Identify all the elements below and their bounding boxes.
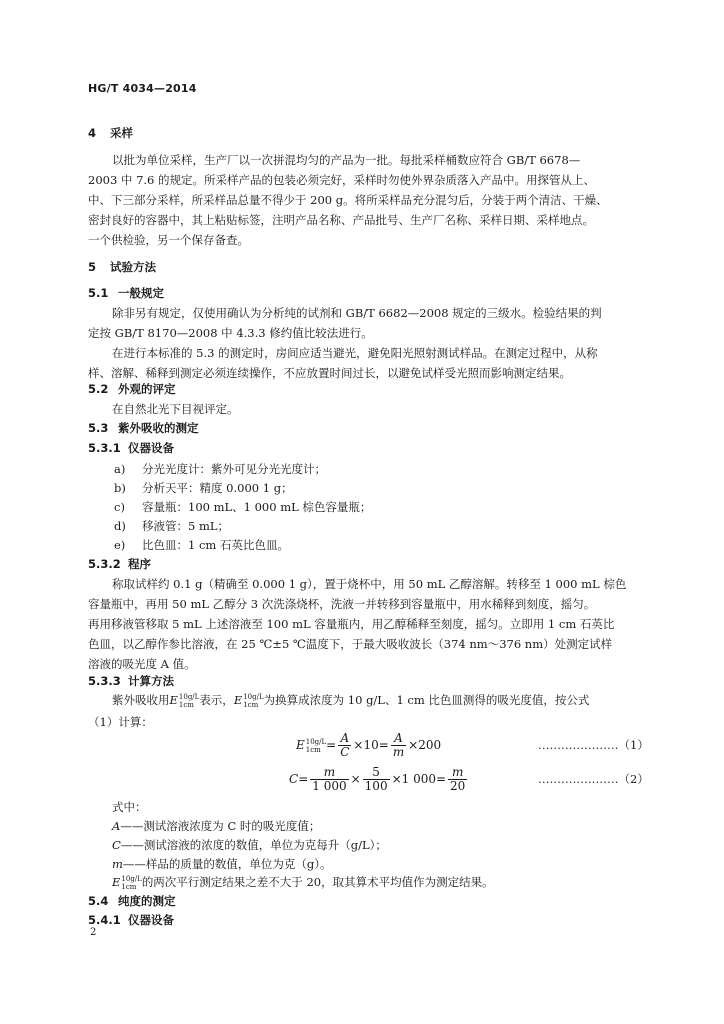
section-title: 仪器设备 <box>128 441 174 455</box>
denominator: 100 <box>364 779 388 793</box>
s532-line: 容量瓶中，再用 50 mL 乙醇分 3 次洗涤烧杯，洗液一并转移到容量瓶中，用水稀释到刻度，摇匀。 <box>88 597 596 611</box>
section-5-1-heading <box>88 285 164 301</box>
list-text: 移液管：5 mL； <box>142 519 230 533</box>
section-5-4-heading <box>88 893 176 909</box>
section-title: 纯度的测定 <box>118 894 176 908</box>
numerator: 5 <box>363 766 390 780</box>
list-label: d) <box>114 519 126 533</box>
where-label: 式中： <box>112 800 147 814</box>
section-number: 5.4 <box>88 894 109 908</box>
s4-line: 一个供检验，另一个保存备查。 <box>88 233 249 247</box>
denominator: m <box>392 745 405 759</box>
section-title: 计算方法 <box>128 674 174 688</box>
section-title: 紫外吸收的测定 <box>118 421 199 435</box>
numerator: m <box>310 766 348 780</box>
E-superscript: 10g/L <box>243 693 264 701</box>
denominator: 1 000 <box>312 779 347 793</box>
E-superscript: 10g/L <box>178 693 200 701</box>
definition-row <box>112 835 387 855</box>
section-number: 5.1 <box>88 286 109 300</box>
E-scripts <box>306 738 326 754</box>
s532-line: 再用移液管移取 5 mL 上述溶液至 100 mL 容量瓶内，用乙醇稀释至刻度，摇匀。立即用 1 cm 石英比 <box>88 617 615 631</box>
s4-line: 2003 中 7.6 的规定。所采样产品的包装必须完好，采样时勿使外界杂质落入产品中。用探管从上、 <box>88 173 596 187</box>
E-superscript: 10g/L <box>305 737 327 746</box>
symbol-E: E <box>169 693 178 707</box>
section-5-4-1-heading <box>88 912 174 928</box>
list-text: 容量瓶：100 mL、1 000 mL 棕色容量瓶； <box>142 500 372 514</box>
s532-line: 称取试样约 0.1 g（精确至 0.000 1 g），置于烧杯中，用 50 mL 乙醇溶解。转移至 1 000 mL 棕色 <box>112 577 627 591</box>
intro-text: 紫外吸收用 <box>112 693 170 707</box>
s51-p1-line: 除非另有规定，仅使用确认为分析纯的试剂和 GB/T 6682—2008 规定的三级水。检验结果的判 <box>112 306 602 320</box>
list-item <box>114 537 289 553</box>
final-sentence <box>112 872 494 892</box>
section-title: 一般规定 <box>118 286 164 300</box>
E-scripts <box>121 875 141 891</box>
s533-intro-line <box>112 690 589 710</box>
equation-number-2: …………………（2） <box>538 772 649 786</box>
eq-text: ×10= <box>353 738 389 752</box>
section-5-3-3-heading <box>88 673 174 689</box>
s4-line: 中、下三部分采样，所采样品总量不得少于 200 g。将所采样品充分混匀后，分装于两个清洁、干燥、 <box>88 193 608 207</box>
intro-text: 表示， <box>199 693 234 707</box>
list-text: 分光光度计：紫外可见分光光度计； <box>142 462 326 476</box>
eq-text: × <box>350 772 361 786</box>
final-text: 的两次平行测定结果之差不大于 20，取其算术平均值作为测定结果。 <box>141 875 494 889</box>
section-title: 采样 <box>110 126 133 140</box>
s532-line: 溶液的吸光度 A 值。 <box>88 657 196 671</box>
section-title: 外观的评定 <box>118 382 176 396</box>
numerator: A <box>391 732 406 746</box>
fraction-m-over-20 <box>448 766 467 793</box>
equation-number-1: …………………（1） <box>538 738 649 752</box>
numerator: m <box>448 766 467 780</box>
E-subscript: 1cm <box>243 701 259 709</box>
list-label: e) <box>114 538 126 552</box>
section-5-3-2-heading <box>88 556 151 572</box>
definition-row <box>112 816 320 836</box>
s532-line: 色皿，以乙醇作参比溶液，在 25 ℃±5 ℃温度下，于最大吸收波长（374 nm～376 nm）处测定试样 <box>88 637 613 651</box>
symbol-E: E <box>112 875 121 889</box>
E-scripts <box>179 693 199 709</box>
def-text: ——测试溶液的浓度的数值，单位为克每升（g/L）； <box>120 838 387 852</box>
list-label: b) <box>114 481 126 495</box>
section-5-heading <box>88 259 156 275</box>
denominator: C <box>340 745 350 759</box>
intro-text: 为换算成浓度为 10 g/L、1 cm 比色皿测得的吸光度值，按公式 <box>263 693 590 707</box>
section-5-3-heading <box>88 420 199 436</box>
section-number: 5 <box>88 260 97 274</box>
s4-line: 密封良好的容器中，其上粘贴标签，注明产品名称、产品批号、生产厂名称、采样日期、采样地点。 <box>88 213 594 227</box>
symbol-C: C <box>289 772 299 786</box>
s51-p2-line: 样、溶解、稀释到测定必须连续操作，不应放置时间过长，以避免试样受光照而影响测定结果。 <box>88 366 571 380</box>
section-number: 5.3 <box>88 421 109 435</box>
fraction-A-over-C <box>338 732 351 759</box>
def-symbol: m <box>112 857 123 871</box>
section-5-3-1-heading <box>88 440 174 456</box>
fraction-5-over-100 <box>363 766 390 793</box>
list-item <box>114 499 371 515</box>
section-number: 5.2 <box>88 382 109 396</box>
list-label: c) <box>114 500 125 514</box>
list-item <box>114 461 326 477</box>
definition-row <box>112 854 332 874</box>
list-label: a) <box>114 462 126 476</box>
E-subscript: 1cm <box>178 701 194 709</box>
section-number: 5.3.2 <box>88 557 121 571</box>
list-text: 比色皿：1 cm 石英比色皿。 <box>142 538 289 552</box>
section-title: 仪器设备 <box>128 913 174 927</box>
equation-1 <box>296 732 441 759</box>
s51-p2-line: 在进行本标准的 5.3 的测定时，房间应适当避光，避免阳光照射测试样品。在测定过程中，从称 <box>112 346 598 360</box>
section-title: 程序 <box>128 557 151 571</box>
equals-sign: = <box>326 738 337 752</box>
list-text: 分析天平：精度 0.000 1 g； <box>142 481 293 495</box>
def-symbol: C <box>112 838 121 852</box>
section-number: 5.3.3 <box>88 674 121 688</box>
E-subscript: 1cm <box>305 745 321 754</box>
list-item <box>114 518 229 534</box>
eq-text: ×1 000= <box>391 772 447 786</box>
section-title: 试验方法 <box>110 260 156 274</box>
section-number: 4 <box>88 126 97 140</box>
fraction-m-over-1000 <box>310 766 348 793</box>
page-number: 2 <box>90 927 97 938</box>
s52-text: 在自然北光下目视评定。 <box>112 402 239 416</box>
symbol-E: E <box>296 738 305 752</box>
list-item <box>114 480 293 496</box>
equals-sign: = <box>298 772 309 786</box>
equation-2 <box>289 766 469 793</box>
E-superscript: 10g/L <box>121 875 142 883</box>
s533-intro-line: （1）计算： <box>88 715 153 729</box>
symbol-E: E <box>233 693 243 707</box>
section-5-2-heading <box>88 381 176 397</box>
E-scripts <box>243 693 263 709</box>
def-text: ——测试溶液浓度为 C 时的吸光度值； <box>120 819 321 833</box>
section-number: 5.3.1 <box>88 441 121 455</box>
section-number: 5.4.1 <box>88 913 121 927</box>
E-subscript: 1cm <box>121 883 137 891</box>
section-4-heading <box>88 125 133 141</box>
denominator: 20 <box>450 779 466 793</box>
def-text: ——样品的质量的数值，单位为克（g）。 <box>122 857 332 871</box>
standard-number: HG/T 4034—2014 <box>88 82 197 95</box>
numerator: A <box>338 732 351 746</box>
s51-p1-line: 定按 GB/T 8170—2008 中 4.3.3 修约值比较法进行。 <box>88 326 373 340</box>
fraction-A-over-m <box>391 732 406 759</box>
def-symbol: A <box>112 819 121 833</box>
eq-text: ×200 <box>408 738 442 752</box>
s4-line: 以批为单位采样，生产厂以一次拼混均匀的产品为一批。每批采样桶数应符合 GB/T 6678— <box>112 153 581 167</box>
